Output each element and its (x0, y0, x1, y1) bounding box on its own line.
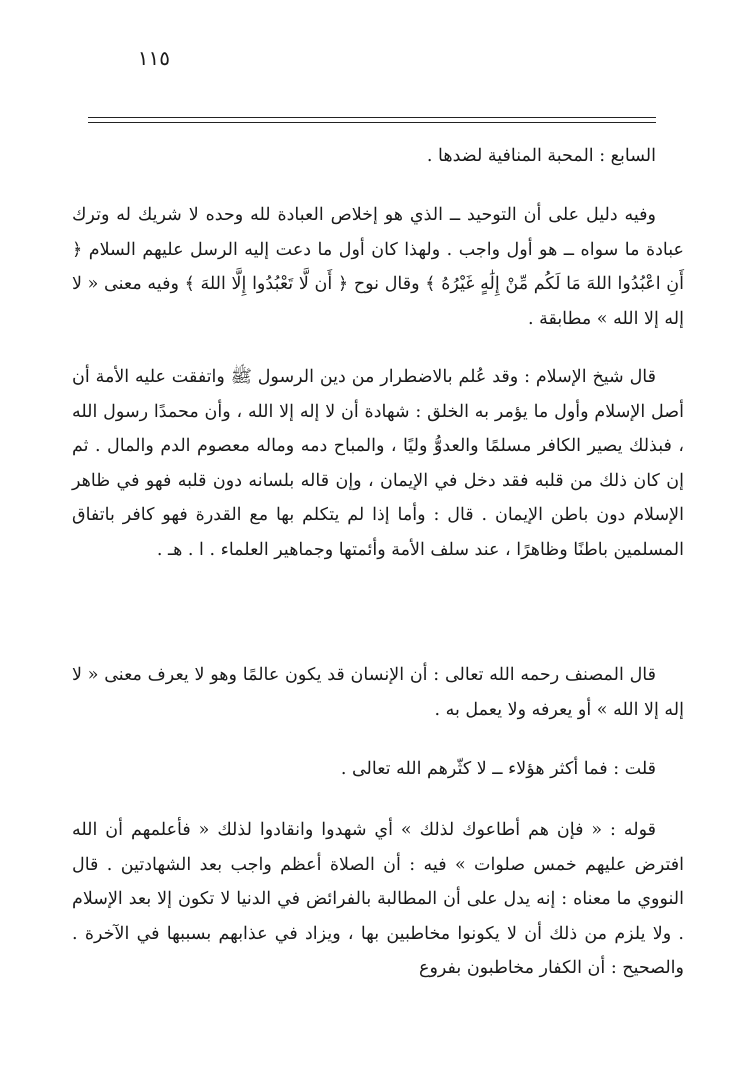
paragraph-text: قال شيخ الإسلام : وقد عُلم بالاضطرار من دين الرسول ﷺ واتفقت عليه الأمة أن أصل الإسلام وأول ما يؤمر به الخلق : شهادة أن لا إله إلا الله ، وأن محمدًا رسول الله ، فبذلك يصير الكافر مسلمًا والعدوُّ وليًا ، والمباح دمه وماله معصوم الدم والمال . ثم إن كان ذلك من قلبه فقد دخل في الإيمان ، وإن قاله بلسانه دون قلبه فهو في ظاهر الإسلام دون باطن الإيمان . قال : وأما إذا لم يتكلم بها مع القدرة فهو كافر باتفاق المسلمين باطنًا وظاهرًا ، عند سلف الأمة وأئمتها وجماهير العلماء . ا . هـ . (72, 367, 684, 560)
paragraph-commentator-note (72, 752, 684, 787)
paragraph-text: السابع : المحبة المنافية لضدها . (426, 146, 656, 166)
paragraph-text: قال المصنف رحمه الله تعالى : أن الإنسان قد يكون عالمًا وهو لا يعرف معنى « لا إله إلا الله » أو يعرفه ولا يعمل به . (72, 665, 684, 720)
header-rule-top (88, 117, 656, 118)
paragraph-shaykh-al-islam (72, 360, 684, 567)
paragraph-tawhid-first-obligation (72, 198, 684, 336)
paragraph-seventh-condition (72, 139, 684, 174)
paragraph-author-statement (72, 658, 684, 727)
paragraph-text: وفيه دليل على أن التوحيد ــ الذي هو إخلاص العبادة لله وحده لا شريك له وترك عبادة ما سواه ــ هو أول واجب . ولهذا كان أول ما دعت إليه الرسل عليهم السلام ﴿ أَنِ اعْبُدُوا اللهَ مَا لَكُم مِّنْ إِلَٰهٍ غَيْرُهُ ﴾ وقال نوح ﴿ أَن لَّا تَعْبُدُوا إِلَّا اللهَ ﴾ وفيه معنى « لا إله إلا الله » مطابقة . (72, 205, 684, 329)
header-rule-bottom (88, 122, 656, 123)
paragraph-text: قلت : فما أكثر هؤلاء ــ لا كثّرهم الله تعالى . (340, 759, 656, 779)
paragraph-prayer-obligation (72, 813, 684, 986)
page-number: ١١٥ (137, 46, 170, 70)
paragraph-text: قوله : « فإن هم أطاعوك لذلك » أي شهدوا وانقادوا لذلك « فأعلمهم أن الله افترض عليهم خمس صلوات » فيه : أن الصلاة أعظم واجب بعد الشهادتين . قال النووي ما معناه : إنه يدل على أن المطالبة بالفرائض في الدنيا لا تكون إلا بعد الإسلام . ولا يلزم من ذلك أن لا يكونوا مخاطبين بها ، ويزاد في عذابهم بسببها في الآخرة . والصحيح : أن الكفار مخاطبون بفروع (72, 820, 684, 978)
